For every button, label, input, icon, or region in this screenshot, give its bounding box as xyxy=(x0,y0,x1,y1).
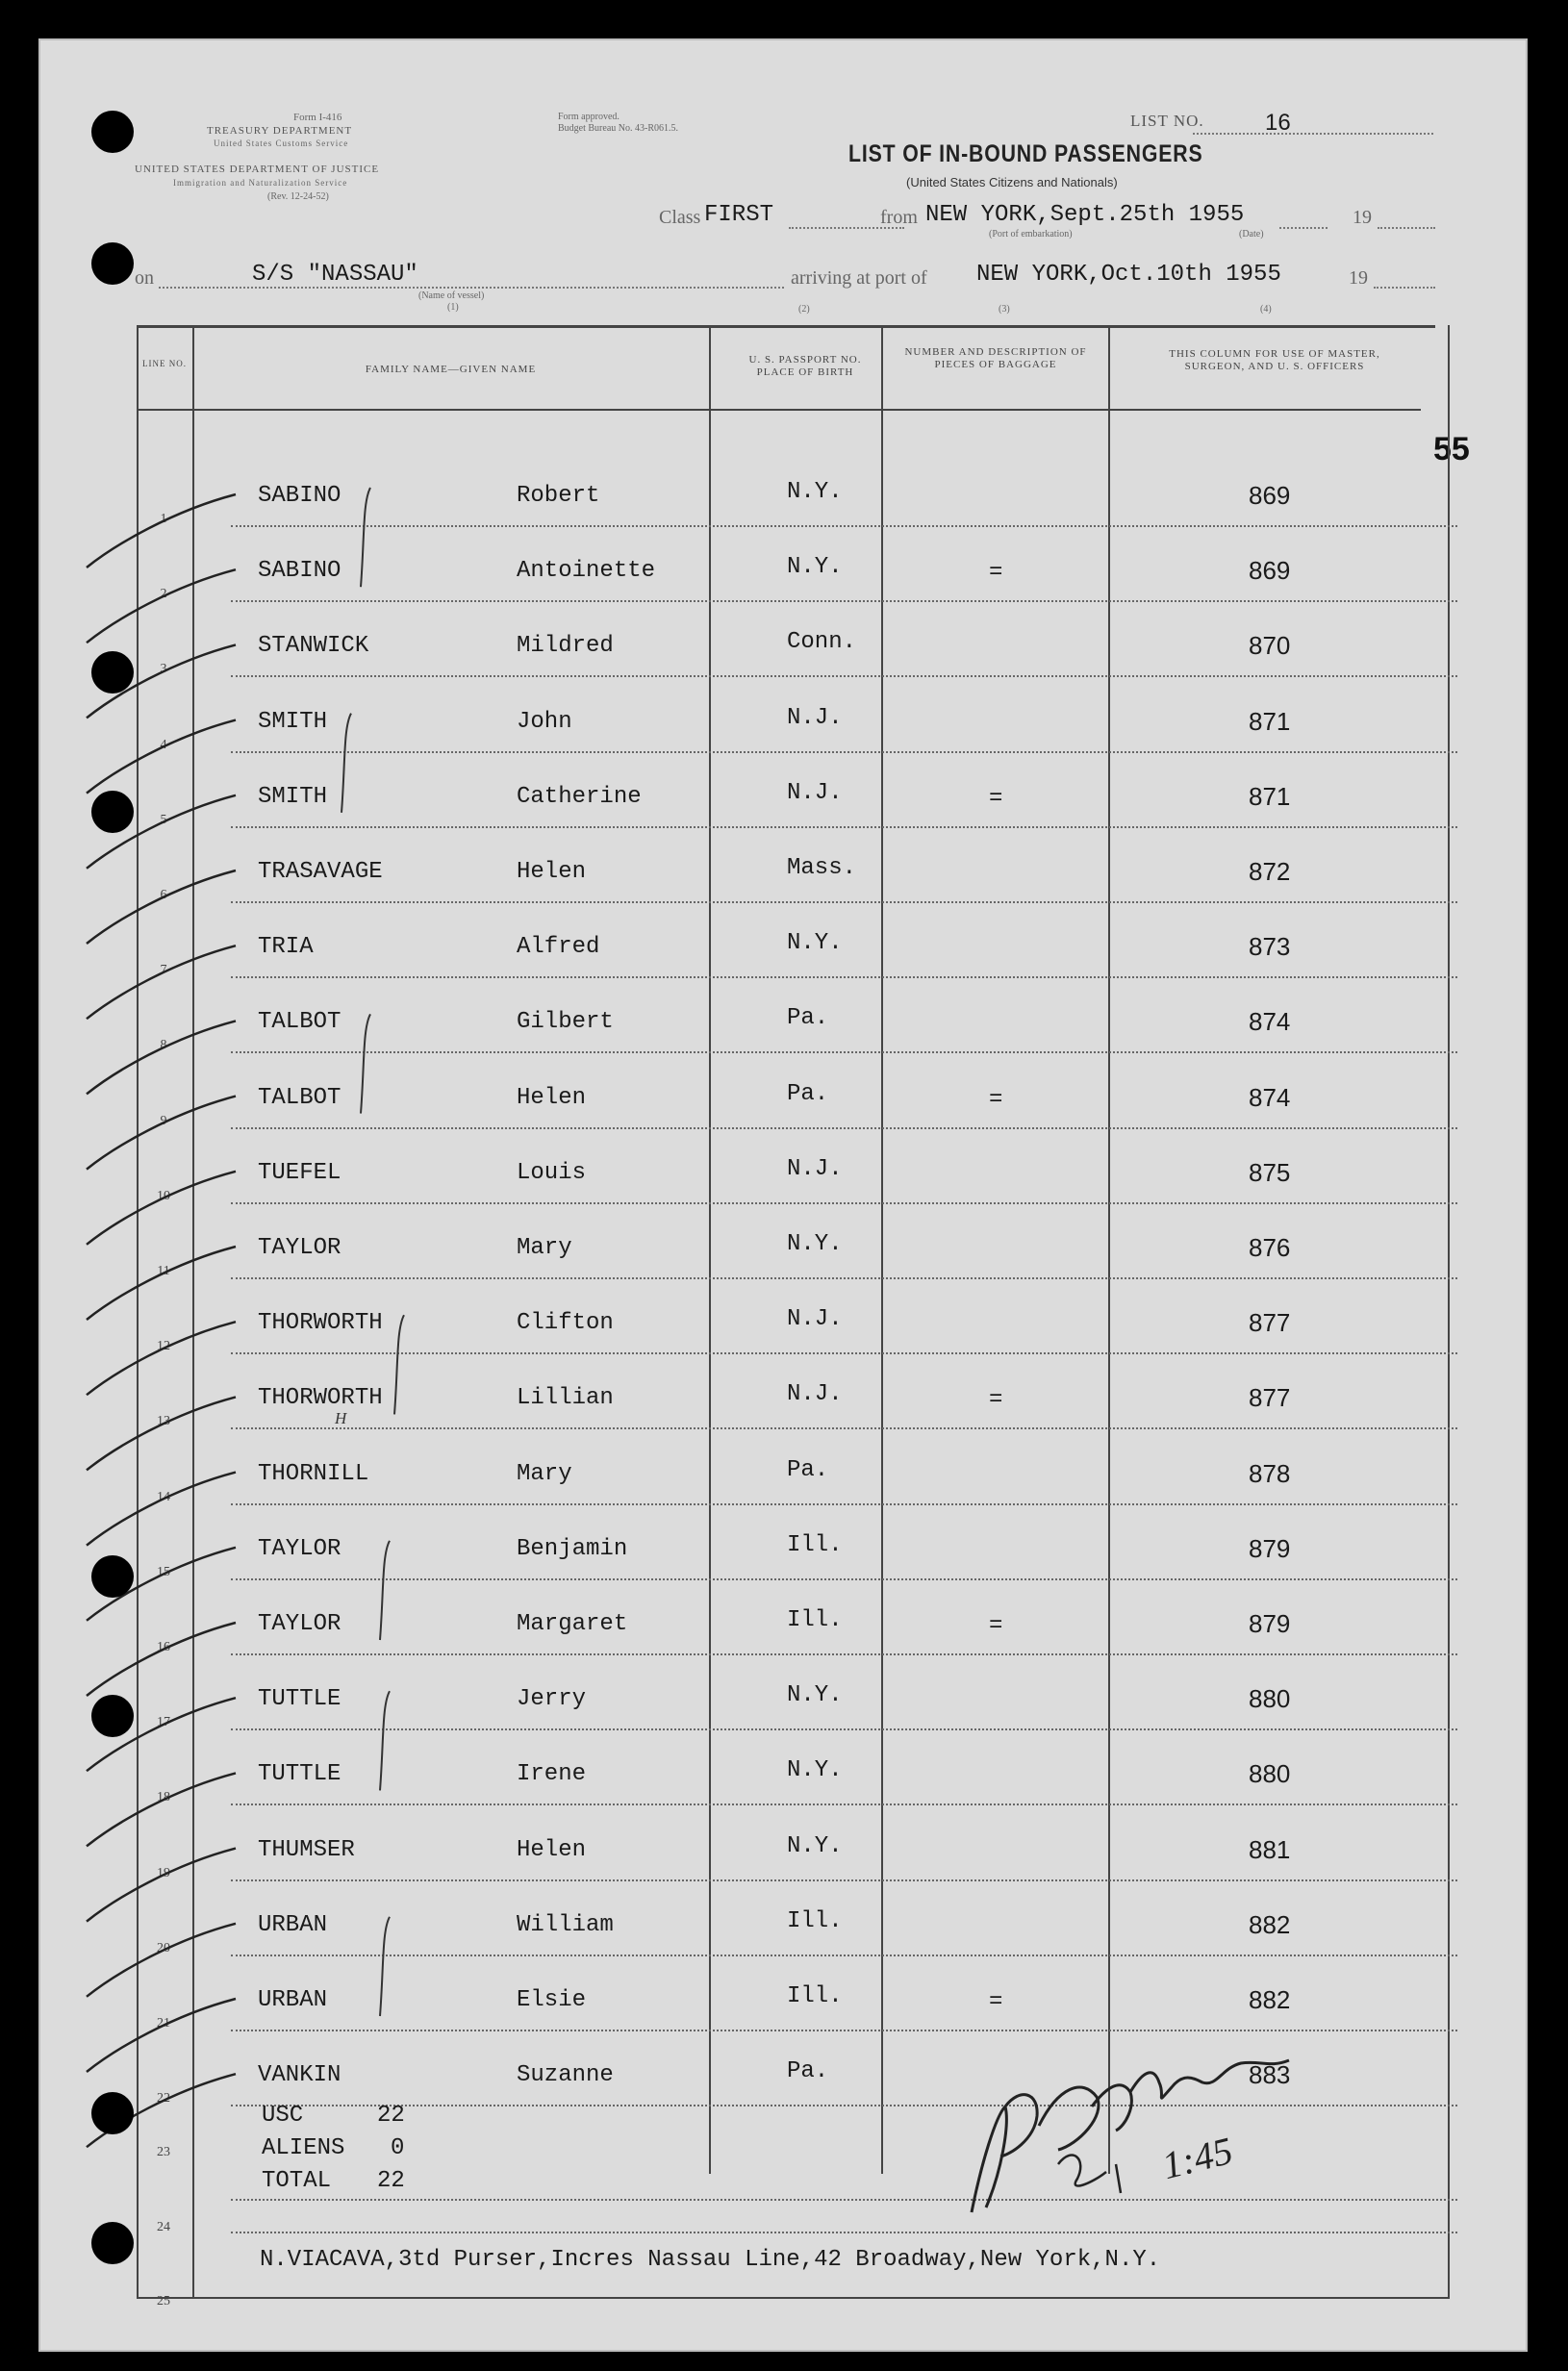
binder-hole xyxy=(91,2222,134,2264)
given-name: Helen xyxy=(517,1084,587,1111)
line-number: 15 xyxy=(157,1564,170,1579)
binder-hole xyxy=(91,111,134,153)
given-name: Irene xyxy=(517,1761,587,1788)
given-name: Suzanne xyxy=(517,2062,614,2089)
line-number: 14 xyxy=(157,1489,170,1504)
handwritten-note: 1:45 xyxy=(1157,2128,1237,2188)
given-name: Mildred xyxy=(517,633,614,660)
given-name: Catherine xyxy=(517,783,642,810)
given-name: John xyxy=(517,708,572,735)
justice-dept: UNITED STATES DEPARTMENT OF JUSTICE xyxy=(135,164,380,175)
family-name: TAYLOR xyxy=(258,1235,341,1261)
line-number: 2 xyxy=(160,587,167,602)
port-embarkation-caption: (Port of embarkation) xyxy=(989,229,1073,240)
given-name: Gilbert xyxy=(517,1009,614,1036)
ins-service: Immigration and Naturalization Service xyxy=(173,178,348,188)
handwritten-h: H xyxy=(335,1409,347,1427)
line-number: 12 xyxy=(157,1339,170,1354)
col-header-officers: THIS COLUMN FOR USE OF MASTER, SURGEON, AND U. S. OFFICERS xyxy=(1169,348,1380,372)
caption-4: (4) xyxy=(1260,304,1272,315)
col-header-line: LINE NO. xyxy=(142,359,187,368)
place-of-birth: Mass. xyxy=(787,855,857,881)
officer-number: 877 xyxy=(1249,1383,1291,1413)
family-name: SABINO xyxy=(258,558,341,585)
document-sheet xyxy=(38,38,1528,2352)
place-of-birth: N.Y. xyxy=(787,1832,843,1859)
given-name: William xyxy=(517,1911,614,1938)
caption-2: (2) xyxy=(798,304,810,315)
arriving-value: NEW YORK,Oct.10th 1955 xyxy=(976,262,1281,288)
total-count: 22 xyxy=(377,2168,405,2194)
line-number: 6 xyxy=(160,888,167,902)
vessel-name: S/S "NASSAU" xyxy=(252,262,418,288)
customs-service: United States Customs Service xyxy=(214,139,349,148)
officer-number: 875 xyxy=(1249,1157,1291,1187)
place-of-birth: N.Y. xyxy=(787,1682,843,1709)
binder-hole xyxy=(91,1695,134,1737)
given-name: Jerry xyxy=(517,1686,587,1713)
binder-hole xyxy=(91,242,134,285)
line-number: 5 xyxy=(160,812,167,827)
family-name: THORWORTH xyxy=(258,1310,383,1337)
vessel-caption: (Name of vessel) xyxy=(418,290,485,301)
line-number: 4 xyxy=(160,737,167,752)
officer-number: 874 xyxy=(1249,1082,1291,1112)
officer-number: 883 xyxy=(1249,2060,1291,2090)
line-number: 11 xyxy=(157,1264,170,1278)
usc-count: 22 xyxy=(377,2103,405,2129)
place-of-birth: N.Y. xyxy=(787,1231,843,1257)
binder-hole xyxy=(91,651,134,694)
place-of-birth: N.J. xyxy=(787,1381,843,1408)
form-number: Form I-416 xyxy=(293,112,342,123)
given-name: Clifton xyxy=(517,1310,614,1337)
officer-number: 877 xyxy=(1249,1308,1291,1338)
caption-3: (3) xyxy=(999,304,1010,315)
line-number: 16 xyxy=(157,1640,170,1654)
family-name: TUEFEL xyxy=(258,1159,341,1186)
family-name: TRASAVAGE xyxy=(258,859,383,885)
family-name: TAYLOR xyxy=(258,1535,341,1562)
family-name: TALBOT xyxy=(258,1084,341,1111)
baggage: = xyxy=(989,785,1003,812)
line-number: 1 xyxy=(160,512,167,526)
treasury-dept: TREASURY DEPARTMENT xyxy=(207,125,353,137)
family-name: TUTTLE xyxy=(258,1761,341,1788)
arriving-label: arriving at port of xyxy=(791,267,927,289)
place-of-birth: N.J. xyxy=(787,1155,843,1182)
place-of-birth: Ill. xyxy=(787,1531,843,1558)
place-of-birth: N.J. xyxy=(787,779,843,806)
officer-number: 881 xyxy=(1249,1834,1291,1864)
line-number: 8 xyxy=(160,1038,167,1053)
line-number: 9 xyxy=(160,1113,167,1128)
binder-hole xyxy=(91,2092,134,2134)
line-number: 22 xyxy=(157,2091,170,2106)
officer-number: 879 xyxy=(1249,1609,1291,1638)
line-number: 17 xyxy=(157,1715,170,1730)
form-approved: Form approved. xyxy=(558,112,620,122)
baggage: = xyxy=(989,1387,1003,1414)
family-name: SABINO xyxy=(258,483,341,509)
officer-number: 873 xyxy=(1249,932,1291,962)
officer-number: 871 xyxy=(1249,706,1291,736)
aliens-label: ALIENS xyxy=(262,2135,345,2161)
baggage: = xyxy=(989,1613,1003,1639)
year-suffix-1: 19 xyxy=(1353,207,1372,228)
given-name: Antoinette xyxy=(517,558,656,585)
year-suffix-2: 19 xyxy=(1349,267,1368,289)
given-name: Louis xyxy=(517,1159,587,1186)
officer-number: 880 xyxy=(1249,1759,1291,1789)
page-number: 55 xyxy=(1433,431,1470,467)
officer-number: 869 xyxy=(1249,556,1291,586)
check-marks xyxy=(38,38,1528,2352)
date-caption: (Date) xyxy=(1239,229,1264,240)
place-of-birth: N.Y. xyxy=(787,930,843,957)
family-name: URBAN xyxy=(258,1911,328,1938)
place-of-birth: Ill. xyxy=(787,1907,843,1934)
from-value: NEW YORK,Sept.25th 1955 xyxy=(925,202,1245,228)
family-name: TUTTLE xyxy=(258,1686,341,1713)
line-number-24: 24 xyxy=(157,2220,170,2234)
line-number: 20 xyxy=(157,1940,170,1955)
place-of-birth: Conn. xyxy=(787,629,857,656)
binder-hole xyxy=(91,1555,134,1598)
line-number-25: 25 xyxy=(157,2294,170,2308)
class-label: Class xyxy=(659,207,701,228)
given-name: Margaret xyxy=(517,1611,628,1637)
officer-number: 882 xyxy=(1249,1909,1291,1939)
line-number: 19 xyxy=(157,1865,170,1880)
line-number: 18 xyxy=(157,1790,170,1805)
officer-number: 871 xyxy=(1249,781,1291,811)
baggage: = xyxy=(989,560,1003,587)
officer-number: 880 xyxy=(1249,1684,1291,1714)
class-value: FIRST xyxy=(704,202,774,228)
budget-bureau: Budget Bureau No. 43-R061.5. xyxy=(558,123,678,134)
list-no-label: LIST NO. xyxy=(1130,112,1204,130)
family-name: TAYLOR xyxy=(258,1611,341,1637)
officer-number: 872 xyxy=(1249,857,1291,886)
given-name: Robert xyxy=(517,483,600,509)
baggage: = xyxy=(989,1989,1003,2015)
page-subtitle: (United States Citizens and Nationals) xyxy=(906,175,1118,189)
given-name: Mary xyxy=(517,1235,572,1261)
page-title: LIST OF IN-BOUND PASSENGERS xyxy=(848,140,1203,167)
family-name: TRIA xyxy=(258,934,314,961)
usc-label: USC xyxy=(262,2103,304,2129)
family-name: STANWICK xyxy=(258,633,369,660)
family-name: THORNILL xyxy=(258,1460,369,1487)
place-of-birth: N.Y. xyxy=(787,479,843,505)
binder-hole xyxy=(91,791,134,833)
officer-number: 876 xyxy=(1249,1233,1291,1262)
given-name: Benjamin xyxy=(517,1535,628,1562)
family-name: THUMSER xyxy=(258,1836,355,1863)
family-name: SMITH xyxy=(258,783,328,810)
family-name: VANKIN xyxy=(258,2062,341,2089)
col-header-name: FAMILY NAME—GIVEN NAME xyxy=(365,364,537,375)
officer-number: 870 xyxy=(1249,631,1291,661)
line-number: 10 xyxy=(157,1188,170,1203)
baggage: = xyxy=(989,1086,1003,1113)
on-label: on xyxy=(135,267,154,289)
caption-1: (1) xyxy=(447,302,459,313)
line-number: 7 xyxy=(160,963,167,978)
col-header-passport: U. S. PASSPORT NO. PLACE OF BIRTH xyxy=(748,354,862,378)
place-of-birth: Pa. xyxy=(787,1080,829,1107)
family-name: THORWORTH xyxy=(258,1385,383,1412)
place-of-birth: Pa. xyxy=(787,2058,829,2085)
purser-signature-line: N.VIACAVA,3td Purser,Incres Nassau Line,42 Broadway,New York,N.Y. xyxy=(260,2247,1161,2273)
line-number: 21 xyxy=(157,2016,170,2030)
family-name: TALBOT xyxy=(258,1009,341,1036)
line-number-23: 23 xyxy=(157,2145,170,2159)
col-header-baggage: NUMBER AND DESCRIPTION OF PIECES OF BAGGAGE xyxy=(904,346,1087,370)
officer-number: 874 xyxy=(1249,1007,1291,1037)
place-of-birth: N.J. xyxy=(787,1306,843,1333)
given-name: Helen xyxy=(517,1836,587,1863)
family-name: SMITH xyxy=(258,708,328,735)
given-name: Alfred xyxy=(517,934,600,961)
officer-number: 869 xyxy=(1249,481,1291,510)
place-of-birth: Pa. xyxy=(787,1456,829,1483)
total-label: TOTAL xyxy=(262,2168,332,2194)
place-of-birth: N.Y. xyxy=(787,1757,843,1784)
aliens-count: 0 xyxy=(391,2135,405,2161)
line-number: 3 xyxy=(160,662,167,677)
given-name: Helen xyxy=(517,859,587,885)
place-of-birth: Ill. xyxy=(787,1607,843,1633)
given-name: Elsie xyxy=(517,1987,587,2013)
family-name: URBAN xyxy=(258,1987,328,2013)
officer-number: 879 xyxy=(1249,1533,1291,1563)
given-name: Mary xyxy=(517,1460,572,1487)
line-number: 13 xyxy=(157,1414,170,1429)
place-of-birth: N.Y. xyxy=(787,554,843,581)
given-name: Lillian xyxy=(517,1385,614,1412)
place-of-birth: Pa. xyxy=(787,1005,829,1032)
list-number: 16 xyxy=(1265,110,1291,136)
place-of-birth: N.J. xyxy=(787,704,843,731)
place-of-birth: Ill. xyxy=(787,1983,843,2009)
officer-number: 882 xyxy=(1249,1985,1291,2014)
revision: (Rev. 12-24-52) xyxy=(267,191,329,202)
officer-number: 878 xyxy=(1249,1458,1291,1488)
from-label: from xyxy=(880,207,918,228)
